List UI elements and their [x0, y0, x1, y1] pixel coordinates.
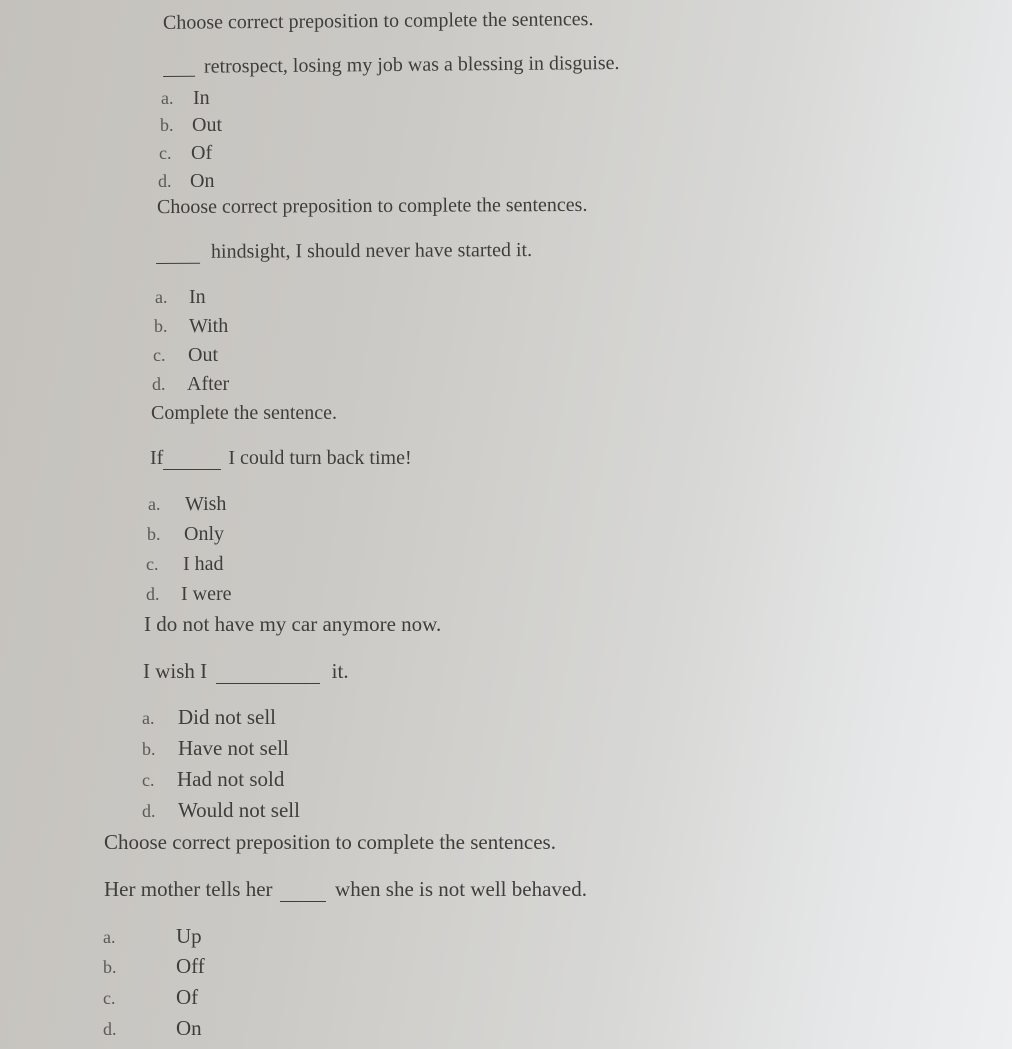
q5-stem-prefix: Her mother tells her: [104, 877, 273, 901]
q4-stem-prefix: I wish I: [143, 659, 208, 683]
q5-option-b: b. Off: [103, 954, 205, 978]
q4-instruction: I do not have my car anymore now.: [144, 612, 442, 636]
q1-answer-blank: [163, 74, 195, 77]
q1-option-a: a. In: [161, 87, 210, 109]
q5-stem-text: when she is not well behaved.: [335, 877, 587, 901]
q3-instruction: Complete the sentence.: [151, 402, 338, 424]
q3-stem-prefix: If: [150, 447, 164, 469]
q4-option-d: d. Would not sell: [142, 798, 300, 822]
q2-option-a: a. In: [155, 286, 206, 308]
q5-stem: [104, 877, 587, 901]
q4-option-a: a. Did not sell: [142, 705, 276, 729]
q4-answer-blank: [216, 681, 320, 684]
q5-option-a: a. Up: [103, 924, 202, 948]
q4-stem: [143, 659, 349, 683]
q1-stem: [163, 51, 620, 79]
q3-option-d: d. I were: [146, 583, 232, 605]
q2-option-c: c. Out: [153, 344, 218, 366]
q4-option-b: b. Have not sell: [142, 736, 289, 760]
q5-option-c: c. Of: [103, 985, 199, 1009]
q4-option-c: c. Had not sold: [142, 767, 285, 791]
q1-option-b: b. Out: [160, 114, 222, 136]
q2-option-d: d. After: [152, 373, 230, 395]
q3-option-a: a. Wish: [148, 493, 227, 515]
q3-option-c: c. I had: [146, 553, 224, 575]
q5-answer-blank: [280, 899, 326, 902]
q2-option-b: b. With: [154, 315, 229, 337]
q2-stem-text: hindsight, I should never have started it.: [210, 239, 533, 263]
q5-option-d: d. On: [103, 1016, 202, 1040]
q3-answer-blank: [163, 467, 221, 470]
q5-instruction: Choose correct preposition to complete the sentences.: [104, 830, 556, 854]
q1-instruction: Choose correct preposition to complete the sentences.: [162, 8, 594, 34]
q1-option-d: d. On: [158, 170, 215, 192]
q3-option-b: b. Only: [147, 523, 224, 545]
q4-stem-text: it.: [331, 659, 349, 683]
q1-stem-text: retrospect, losing my job was a blessing in disguise.: [203, 52, 620, 78]
q1-option-c: c. Of: [159, 142, 213, 164]
q3-stem-text: I could turn back time!: [228, 447, 412, 469]
q2-stem: [156, 238, 532, 264]
q3-stem: [150, 446, 412, 470]
q2-answer-blank: [156, 261, 200, 264]
q2-instruction: Choose correct preposition to complete the sentences.: [156, 193, 588, 219]
